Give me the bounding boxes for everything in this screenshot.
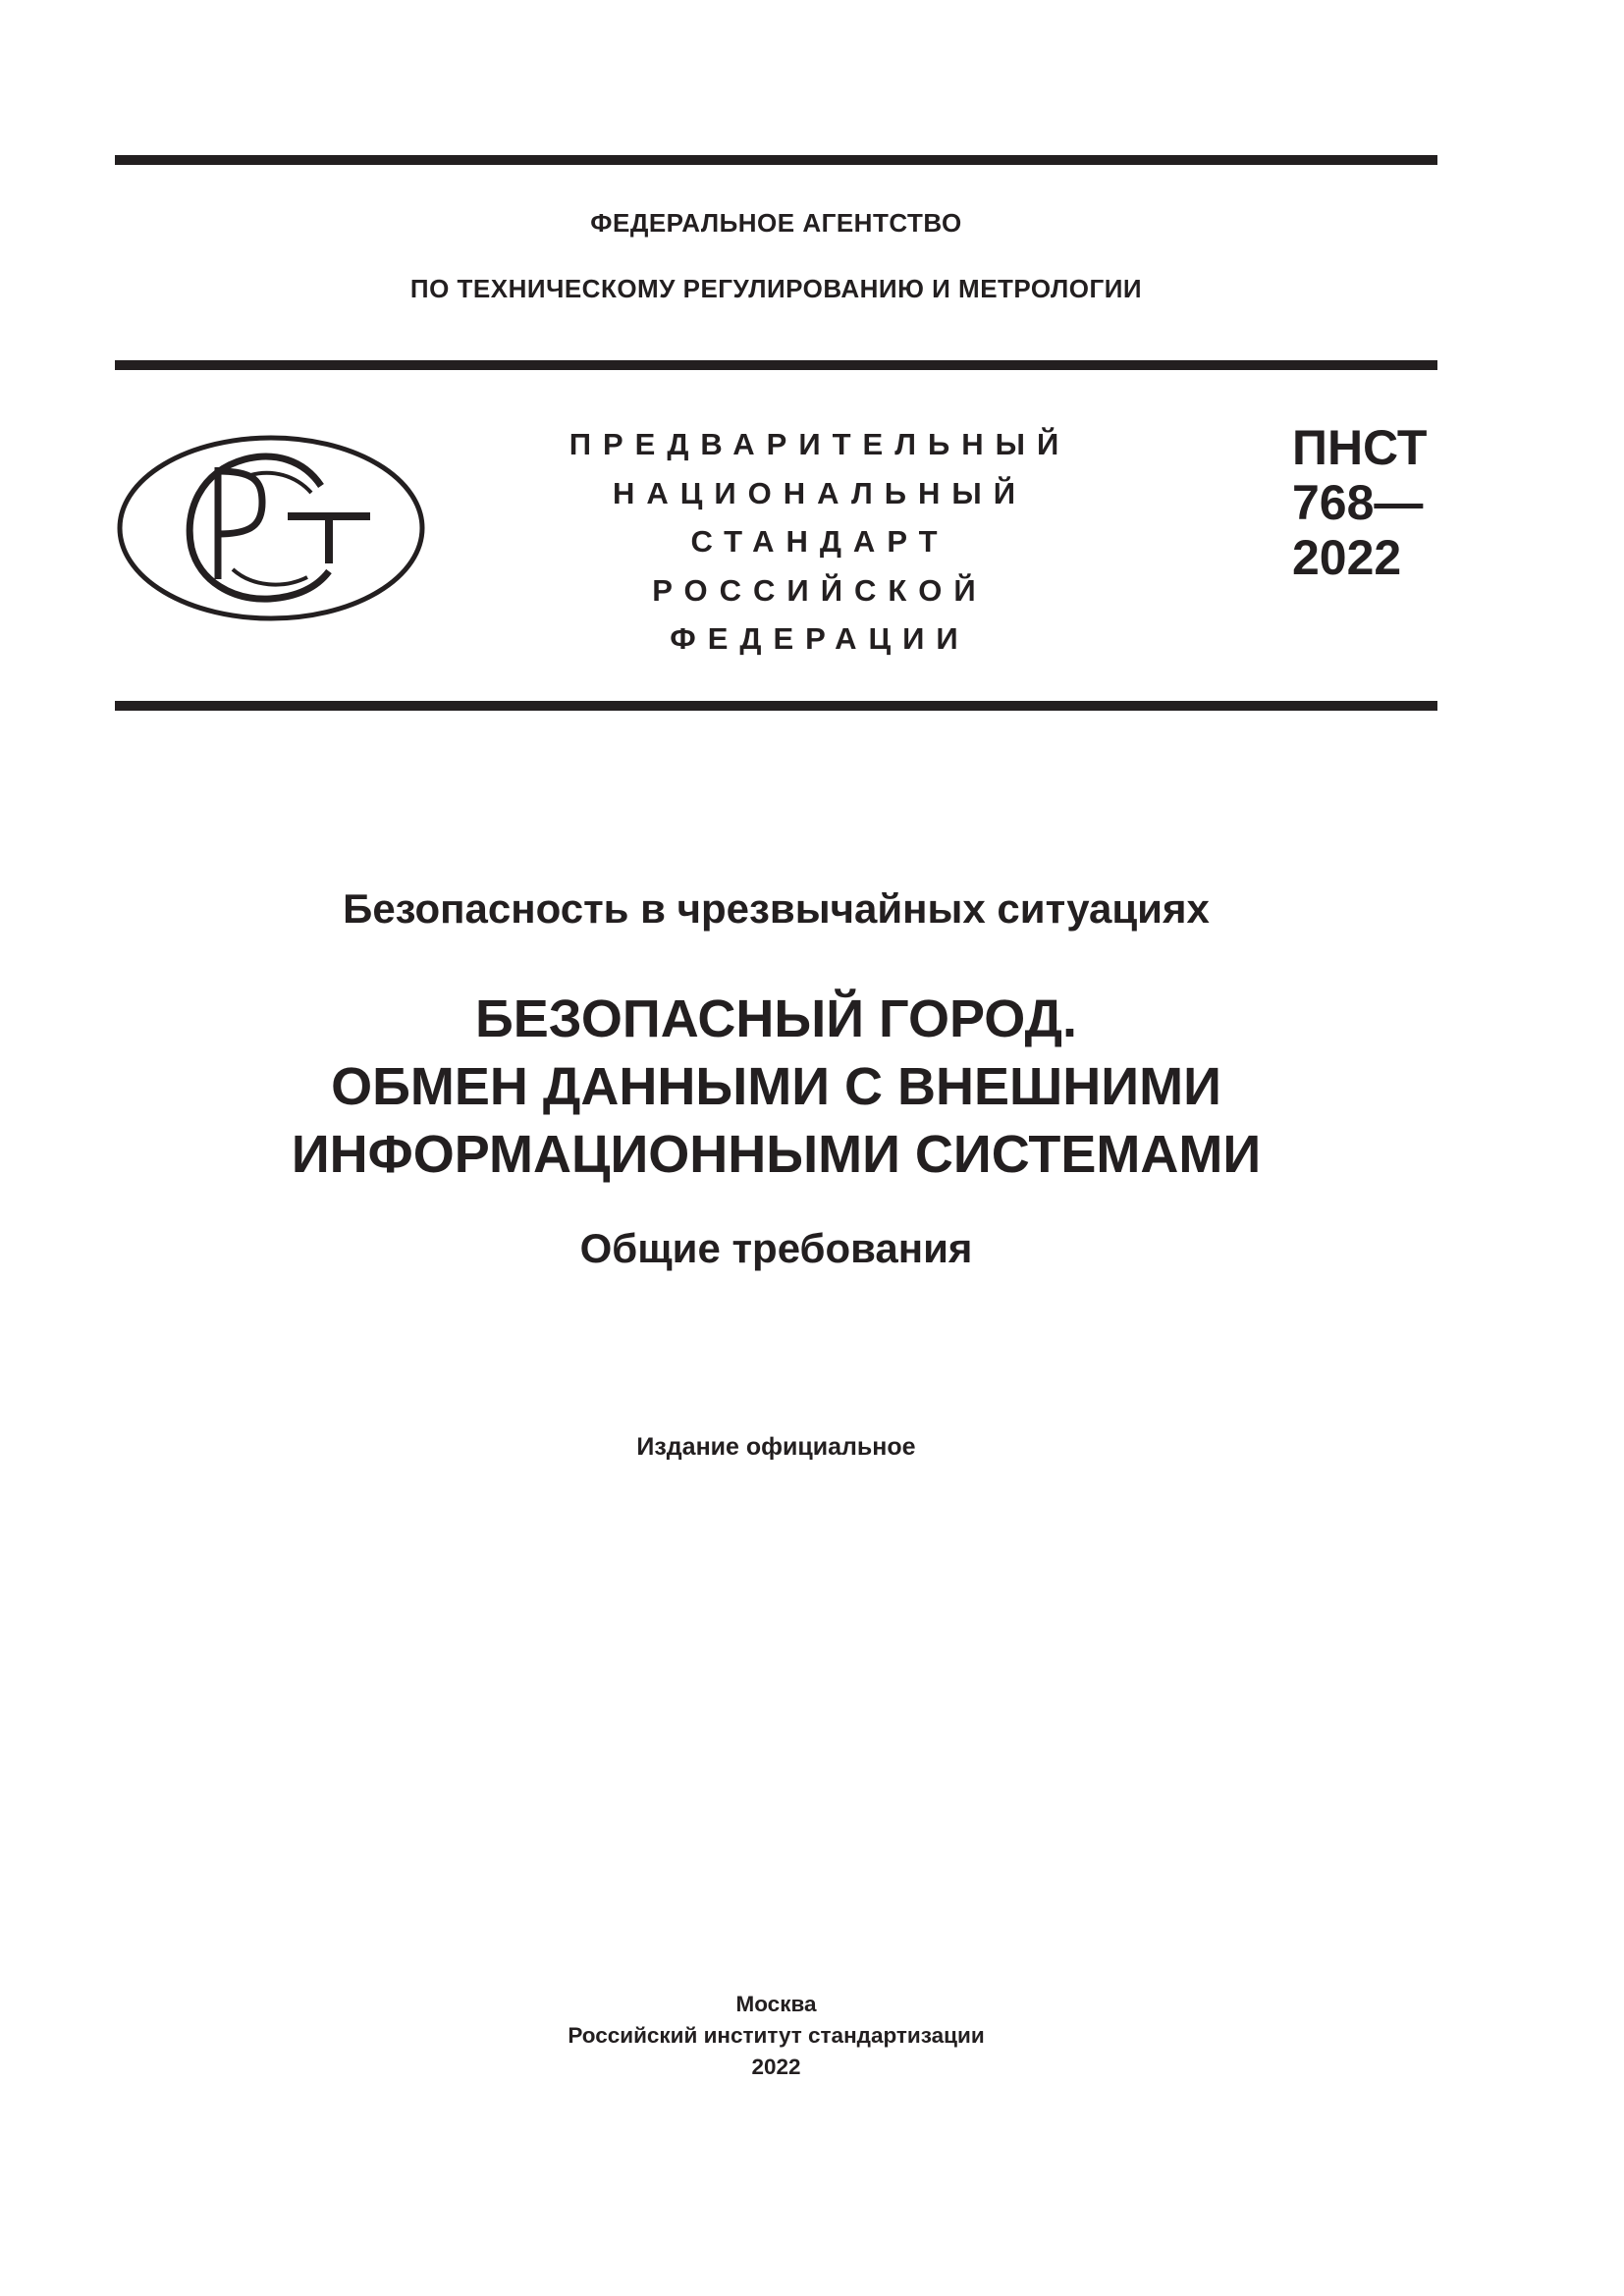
publisher-imprint bbox=[115, 1989, 1437, 2083]
header-rule bbox=[115, 360, 1437, 370]
standard-number-line: ПНСТ bbox=[1292, 420, 1428, 475]
standard-number-line: 768— bbox=[1292, 475, 1424, 530]
standard-type bbox=[555, 420, 1085, 664]
document-subtitle: Общие требования bbox=[579, 1225, 973, 1271]
standard-type-line: РОССИЙСКОЙ bbox=[652, 572, 988, 608]
standard-type-line: ФЕДЕРАЦИИ bbox=[670, 621, 970, 656]
standard-type-line: НАЦИОНАЛЬНЫЙ bbox=[612, 475, 1028, 510]
rst-logo-icon bbox=[115, 432, 427, 624]
title-line: ИНФОРМАЦИОННЫМИ СИСТЕМАМИ bbox=[291, 1125, 1262, 1184]
title-line: ОБМЕН ДАННЫМИ С ВНЕШНИМИ bbox=[331, 1057, 1221, 1116]
document-title bbox=[115, 986, 1437, 1189]
document-subject: Безопасность в чрезвычайных ситуациях bbox=[343, 885, 1210, 932]
top-rule bbox=[115, 155, 1437, 165]
agency-name: ФЕДЕРАЛЬНОЕ АГЕНТСТВО bbox=[590, 208, 962, 238]
standard-type-line: ПРЕДВАРИТЕЛЬНЫЙ bbox=[568, 427, 1071, 461]
title-line: БЕЗОПАСНЫЙ ГОРОД. bbox=[474, 989, 1078, 1048]
section-rule bbox=[115, 701, 1437, 711]
rst-logo bbox=[115, 432, 427, 624]
agency-name-continued: ПО ТЕХНИЧЕСКОМУ РЕГУЛИРОВАНИЮ И МЕТРОЛОГИИ bbox=[409, 274, 1143, 303]
standard-number bbox=[1292, 420, 1427, 585]
publication-year: 2022 bbox=[751, 2055, 801, 2079]
standard-type-line: СТАНДАРТ bbox=[690, 524, 949, 559]
standard-number-line: 2022 bbox=[1292, 530, 1402, 585]
publisher-institute: Российский институт стандартизации bbox=[568, 2023, 985, 2048]
publisher-city: Москва bbox=[735, 1992, 817, 2016]
edition-note: Издание официальное bbox=[636, 1433, 916, 1461]
